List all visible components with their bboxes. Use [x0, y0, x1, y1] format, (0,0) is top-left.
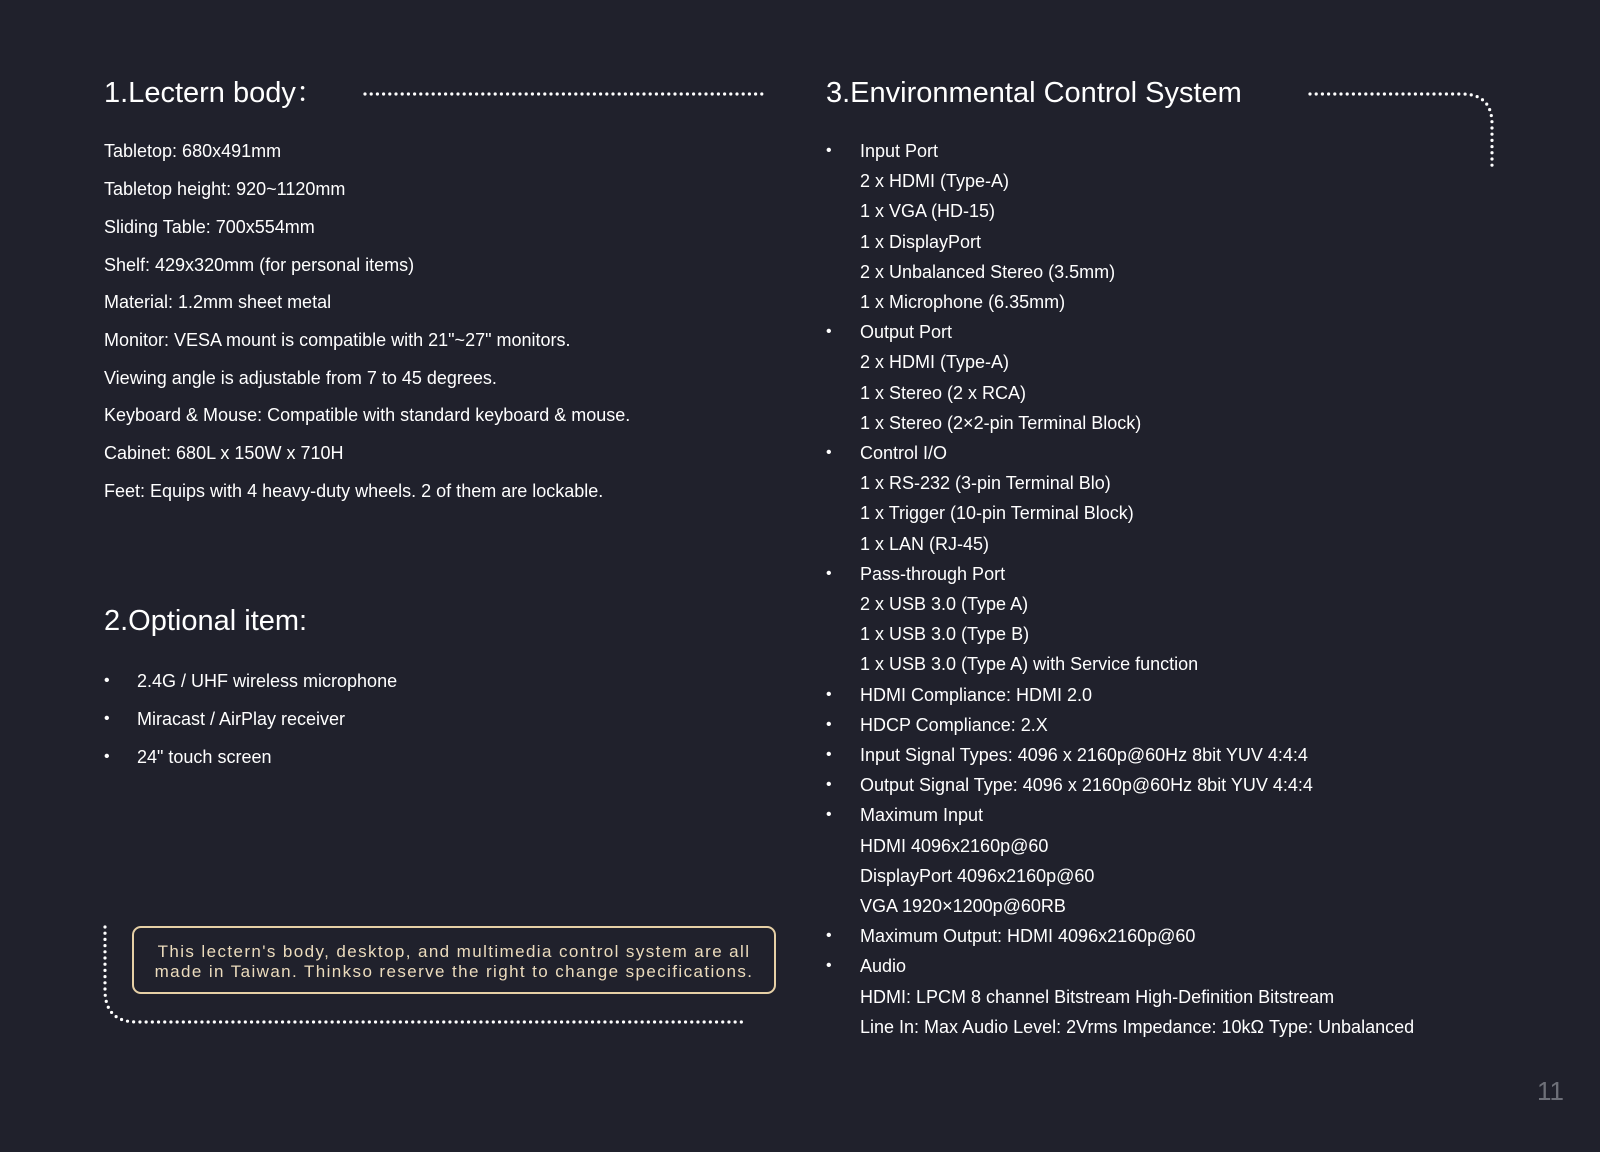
spec-text: 1 x VGA (HD-15) — [860, 201, 996, 222]
bullet-icon: • — [826, 776, 832, 794]
list-item: Shelf: 429x320mm (for personal items) — [104, 255, 415, 275]
spec-text: Input Port — [860, 141, 939, 161]
spec-text: Output Signal Type: 4096 x 2160p@60Hz 8bit YUV 4:4:4 — [860, 775, 1313, 796]
bullet-icon: • — [826, 927, 832, 945]
bullet-icon: • — [826, 746, 832, 763]
spec-text: 1 x Stereo (2×2-pin Terminal Block) — [860, 412, 1142, 433]
list-item: Feet: Equips with 4 heavy-duty wheels. 2 of them are lockable. — [104, 481, 604, 501]
bullet-icon: • — [826, 142, 832, 159]
spec-text: 1 x Microphone (6.35mm) — [860, 292, 1066, 312]
notice-line: This lectern's body, desktop, and multimedia control system are all — [157, 942, 751, 961]
list-item: Material: 1.2mm sheet metal — [104, 292, 332, 312]
bullet-icon: • — [826, 957, 832, 975]
optional-item-heading: 2.Optional item: — [104, 605, 308, 637]
lectern-body-heading: 1.Lectern body： — [104, 77, 325, 109]
spec-text: 1 x USB 3.0 (Type A) with Service function — [860, 654, 1199, 675]
list-item: Viewing angle is adjustable from 7 to 45 degrees. — [104, 368, 497, 388]
environmental-control-heading: 3.Environmental Control System — [826, 77, 1242, 109]
spec-text: Maximum Input — [860, 805, 984, 826]
bullet-icon: • — [104, 672, 110, 689]
bullet-icon: • — [826, 806, 832, 824]
spec-text: 1 x LAN (RJ-45) — [860, 533, 990, 554]
environmental-spec-list — [826, 140, 1526, 1040]
list-item: Tabletop height: 920~1120mm — [104, 179, 346, 199]
bullet-icon: • — [104, 710, 110, 727]
spec-text: 1 x DisplayPort — [860, 231, 982, 252]
notice-line: made in Taiwan. Thinkso reserve the right to change specifications. — [154, 962, 754, 981]
spec-text: 2 x HDMI (Type-A) — [860, 352, 1010, 373]
list-item: Tabletop: 680x491mm — [104, 141, 282, 161]
bullet-icon: • — [826, 444, 832, 461]
spec-text: Control I/O — [860, 443, 948, 463]
notice-box — [132, 926, 776, 994]
spec-text: Pass-through Port — [860, 563, 1006, 584]
spec-text: 1 x RS-232 (3-pin Terminal Blo) — [860, 473, 1111, 494]
spec-text: Line In: Max Audio Level: 2Vrms Impedance: 10kΩ Type: Unbalanced — [860, 1016, 1415, 1037]
spec-text: DisplayPort 4096x2160p@60 — [860, 865, 1095, 886]
spec-text: 1 x USB 3.0 (Type B) — [860, 624, 1030, 645]
bullet-icon: • — [826, 564, 832, 582]
spec-text: Output Port — [860, 322, 953, 343]
list-item: Keyboard & Mouse: Compatible with standard keyboard & mouse. — [104, 405, 631, 425]
spec-text: HDMI 4096x2160p@60 — [860, 835, 1049, 856]
spec-text: HDMI: LPCM 8 channel Bitstream High-Definition Bitstream — [860, 986, 1335, 1007]
spec-text: HDMI Compliance: HDMI 2.0 — [860, 684, 1093, 705]
spec-text: VGA 1920×1200p@60RB — [860, 896, 1066, 916]
list-item: Cabinet: 680L x 150W x 710H — [104, 443, 344, 463]
bullet-icon: • — [104, 748, 110, 765]
list-item: Monitor: VESA mount is compatible with 21"~27" monitors. — [104, 330, 571, 350]
bullet-icon: • — [826, 715, 832, 733]
bullet-icon: • — [826, 323, 832, 341]
spec-text: 2 x USB 3.0 (Type A) — [860, 594, 1029, 614]
spec-text: HDCP Compliance: 2.X — [860, 714, 1048, 735]
spec-text: 1 x Stereo (2 x RCA) — [860, 382, 1027, 403]
spec-text: Audio — [860, 956, 907, 977]
spec-text: 2 x HDMI (Type-A) — [860, 171, 1010, 192]
spec-text: Input Signal Types: 4096 x 2160p@60Hz 8bit YUV 4:4:4 — [860, 745, 1308, 765]
bullet-icon: • — [826, 685, 832, 703]
spec-text: 2 x Unbalanced Stereo (3.5mm) — [860, 261, 1116, 282]
page-number: 11 — [1537, 1076, 1564, 1106]
spec-text: Maximum Output: HDMI 4096x2160p@60 — [860, 926, 1196, 947]
list-item: Sliding Table: 700x554mm — [104, 217, 315, 237]
spec-text: 1 x Trigger (10-pin Terminal Block) — [860, 503, 1134, 524]
